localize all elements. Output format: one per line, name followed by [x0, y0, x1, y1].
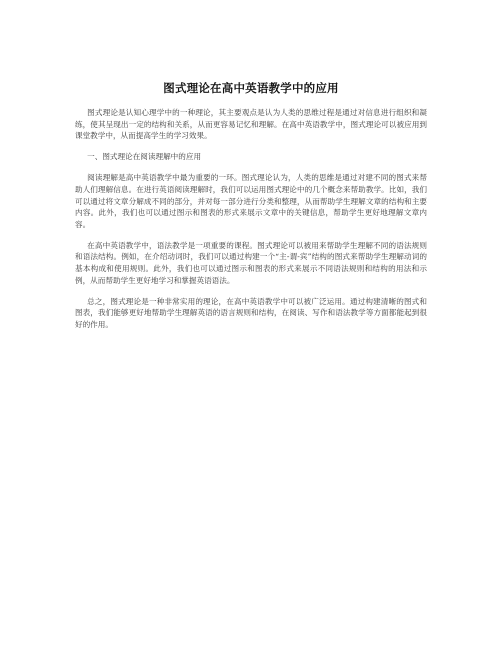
intro-paragraph: 图式理论是认知心理学中的一种理论，其主要观点是认为人类的思维过程是通过对信息进行组织和凝练，使其呈现出一定的结构和关系，从而更容易记忆和理解。在高中英语教学中，图式理论可以被应用到课堂教学中，从而提高学生的学习效果。 [75, 108, 427, 141]
section-heading: 一、图式理论在阅读理解中的应用 [87, 152, 202, 162]
conclusion-paragraph: 总之，图式理论是一种非常实用的理论，在高中英语教学中可以被广泛运用。通过构建清晰的图式和图表，我们能够更好地帮助学生理解英语的语言规则和结构，在阅读、写作和语法教学等方面都能起到很好的作用。 [75, 296, 427, 329]
grammar-paragraph: 在高中英语教学中，语法教学是一项重要的课程。图式理论可以被用来帮助学生理解不同的语法规则和语法结构。例如，在介绍动词时，我们可以通过构建一个“主-谓-宾”结构的图式来帮助学生理解动词的基本构成和使用规则。此外，我们也可以通过图示和图表的形式来展示不同语法规则和结构的用法和示例，从而帮助学生更好地学习和掌握英语语法。 [75, 240, 427, 285]
document-title: 图式理论在高中英语教学中的应用 [163, 81, 339, 95]
document-body [75, 107, 427, 340]
reading-paragraph: 阅读理解是高中英语教学中最为重要的一环。图式理论认为，人类的思维是通过对建不同的图式来帮助人们理解信息。在进行英语阅读理解时，我们可以运用图式理论中的几个概念来帮助教学。比如，我们可以通过将文章分解成不同的部分，并对每一部分进行分类和整理，从而帮助学生理解文章的结构和主要内容。此外，我们也可以通过图示和图表的形式来展示文章中的关键信息，帮助学生更好地理解文章内容。 [75, 173, 427, 229]
